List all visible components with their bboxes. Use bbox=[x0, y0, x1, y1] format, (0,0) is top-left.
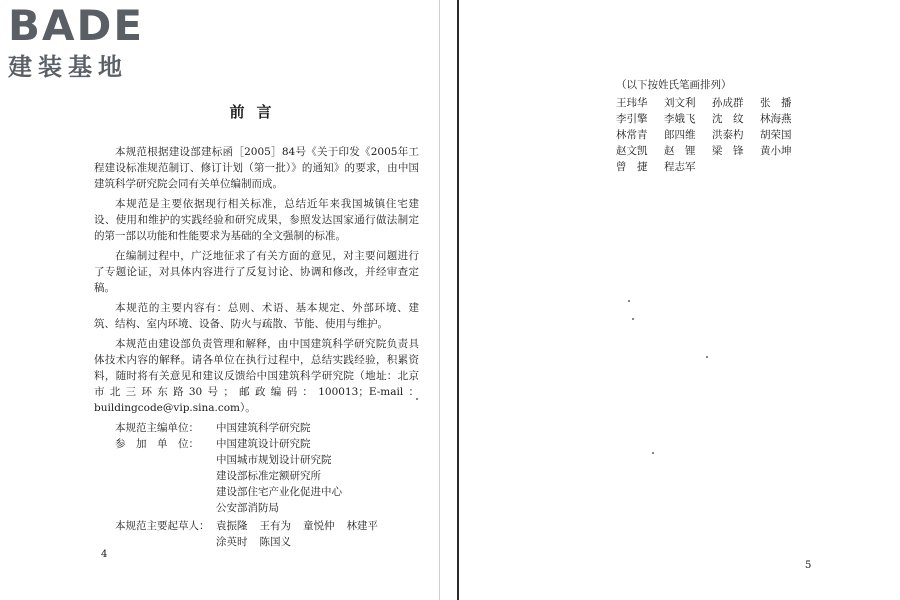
drafter-name: 曾 捷 bbox=[616, 161, 648, 173]
participants-row bbox=[94, 436, 419, 516]
drafter-name: 胡荣国 bbox=[760, 129, 792, 141]
drafters-label: 本规范主要起草人： bbox=[115, 520, 210, 532]
drafter-name: 张 播 bbox=[760, 97, 792, 109]
preface-paragraph: 在编制过程中，广泛地征求了有关方面的意见，对主要问题进行了专题论证，对具体内容进行了反复讨论、协调和修改，并经审查定稿。 bbox=[94, 250, 419, 294]
participants-label: 参 加 单 位： bbox=[115, 438, 199, 450]
drafter-name: 林常青 bbox=[616, 129, 648, 141]
page-number-right: 5 bbox=[805, 560, 812, 571]
ordering-note: （以下按姓氏笔画排列） bbox=[616, 79, 732, 91]
participant-org: 建设部标准定额研究所 bbox=[216, 470, 321, 482]
drafter-name: 黄小坤 bbox=[760, 145, 792, 157]
participant-org: 建设部住宅产业化促进中心 bbox=[216, 486, 342, 498]
drafter-name: 赵 锂 bbox=[664, 145, 696, 157]
participant-org: 中国城市规划设计研究院 bbox=[216, 454, 332, 466]
drafter-name: 李娥飞 bbox=[664, 113, 696, 125]
left-page bbox=[94, 95, 419, 550]
drafter-name: 沈 纹 bbox=[712, 113, 744, 125]
drafter-name: 洪泰杓 bbox=[712, 129, 744, 141]
drafter-name: 梁 锋 bbox=[712, 145, 744, 157]
drafter-name: 刘文利 bbox=[664, 97, 696, 109]
preface-paragraph: 本规范根据建设部建标函［2005］84号《关于印发《2005年工程建设标准规范制订、修订计划（第一批）》的通知》的要求，由中国建筑科学研究院会同有关单位编制而成。 bbox=[94, 146, 419, 190]
drafter-name: 王玮华 bbox=[616, 97, 648, 109]
preface-paragraph: 本规范是主要依据现行相关标准，总结近年来我国城镇住宅建设、使用和维护的实践经验和研究成果，参照发达国家通行做法制定的第一部以功能和性能要求为基础的全文强制的标准。 bbox=[94, 198, 419, 242]
scan-speck bbox=[632, 318, 634, 320]
drafter-name: 涂英时 bbox=[216, 536, 248, 548]
drafter-name: 童悦仲 bbox=[303, 520, 335, 532]
drafter-name: 袁振隆 bbox=[216, 520, 248, 532]
scan-speck bbox=[652, 452, 654, 454]
drafter-name: 郎四维 bbox=[664, 129, 696, 141]
chief-editor-label: 本规范主编单位： bbox=[115, 422, 199, 434]
drafter-name: 王有为 bbox=[259, 520, 291, 532]
drafter-name: 陈国义 bbox=[259, 536, 291, 548]
scan-speck bbox=[628, 300, 630, 302]
participant-org: 中国建筑设计研究院 bbox=[216, 438, 311, 450]
drafter-name: 林建平 bbox=[346, 520, 378, 532]
page-fold-line bbox=[439, 0, 440, 600]
preface-paragraph: 本规范由建设部负责管理和解释，由中国建筑科学研究院负责具体技术内容的解释。请各单位在执行过程中，总结实践经验，积累资料，随时将有关意见和建议反馈给中国建筑科学研究院（地址：北京市北三环东路30号；邮政编码：100013；E-mail：buildingcode@vip.sina.com）。 bbox=[94, 338, 419, 414]
drafter-name: 李引擎 bbox=[616, 113, 648, 125]
drafter-name: 赵文凯 bbox=[616, 145, 648, 157]
bade-logo bbox=[8, 1, 178, 84]
scan-speck bbox=[416, 398, 418, 400]
drafter-name: 程志军 bbox=[664, 161, 696, 173]
drafters-row bbox=[94, 518, 419, 550]
drafter-name: 林海燕 bbox=[760, 113, 792, 125]
chief-editor-org: 中国建筑科学研究院 bbox=[216, 422, 311, 434]
drafter-names-grid bbox=[616, 95, 816, 175]
drafter-name: 孙成群 bbox=[712, 97, 744, 109]
participant-org: 公安部消防局 bbox=[216, 502, 279, 514]
right-page bbox=[616, 77, 816, 175]
page-gutter-line bbox=[457, 0, 459, 600]
participants-list bbox=[216, 436, 419, 516]
logo-wordmark: BADE bbox=[8, 1, 145, 50]
page-number-left: 4 bbox=[101, 549, 108, 560]
page-title: 前言 bbox=[229, 103, 284, 121]
scan-speck bbox=[706, 356, 708, 358]
drafters-list bbox=[216, 518, 416, 550]
preface-paragraph: 本规范的主要内容有：总则、术语、基本规定、外部环境、建筑、结构、室内环境、设备、防火与疏散、节能、使用与维护。 bbox=[94, 302, 419, 330]
chief-editor-row bbox=[94, 420, 419, 436]
logo-chinese-text: 建装基地 bbox=[8, 53, 128, 81]
